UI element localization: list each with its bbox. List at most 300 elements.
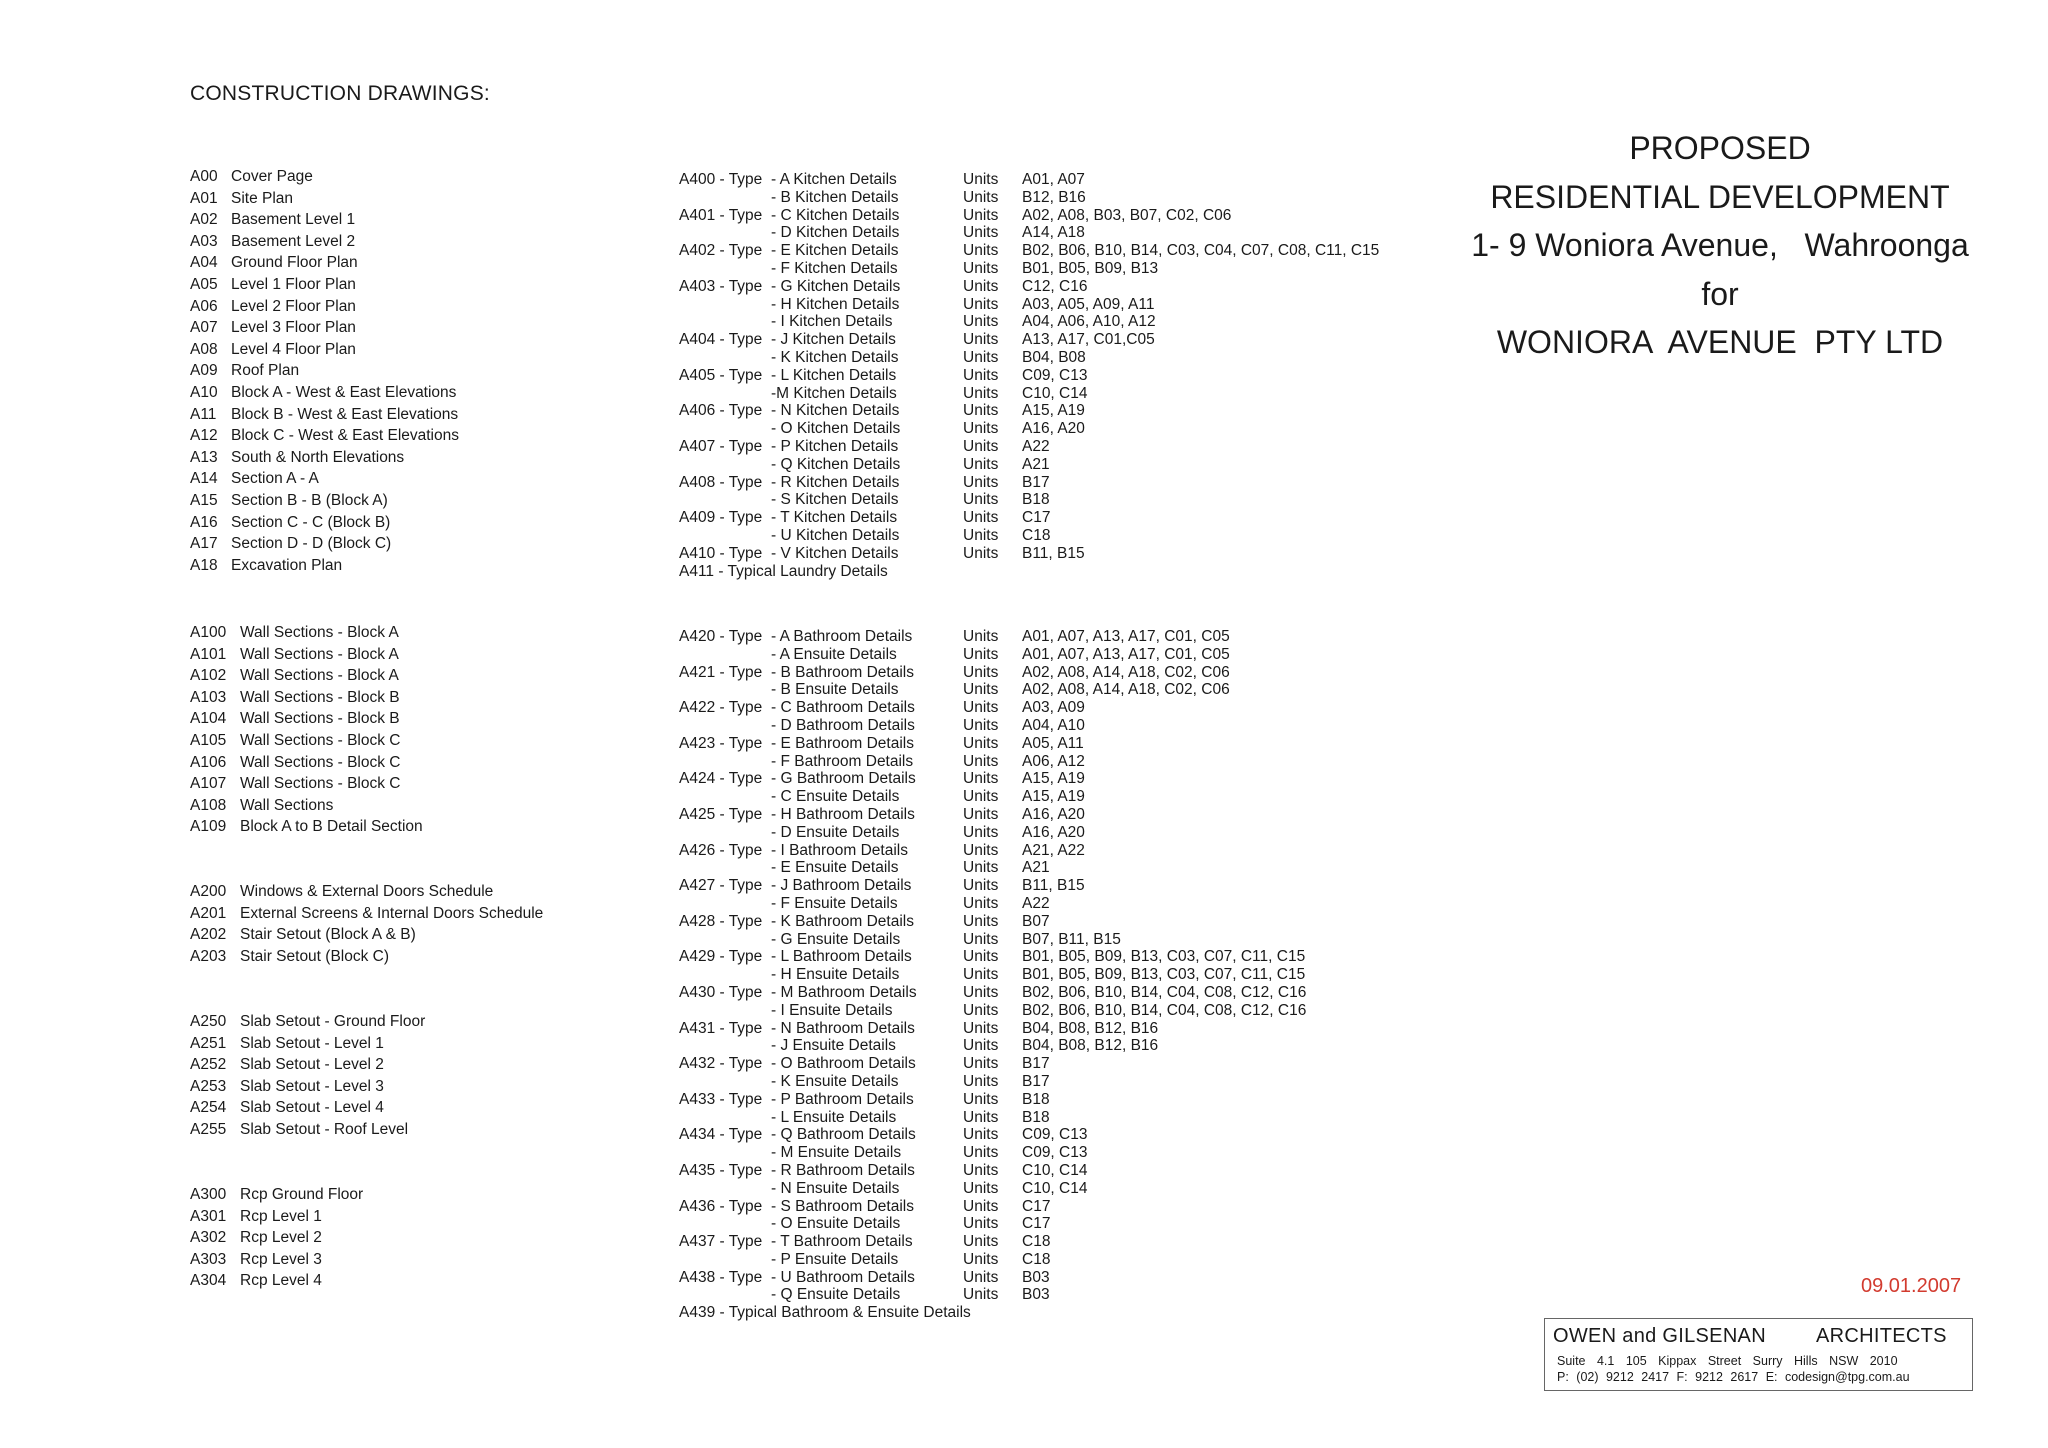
schedule-unit-list: C18 bbox=[1022, 1250, 1051, 1268]
schedule-item: - M Bathroom Details bbox=[771, 983, 917, 1001]
schedule-units-label: Units bbox=[963, 966, 999, 984]
schedule-drawing-code: A428 - Type bbox=[679, 912, 763, 930]
schedule-item: - E Kitchen Details bbox=[771, 242, 899, 260]
schedule-item: - I Kitchen Details bbox=[771, 313, 893, 331]
drawing-title: South & North Elevations bbox=[231, 448, 405, 466]
schedule-item: - U Kitchen Details bbox=[771, 526, 900, 544]
schedule-units-label: Units bbox=[963, 841, 999, 859]
schedule-item: - Q Kitchen Details bbox=[771, 455, 901, 473]
schedule-item: - I Ensuite Details bbox=[771, 1001, 893, 1019]
schedule-drawing-code: A434 - Type bbox=[679, 1126, 763, 1144]
drawing-code: A303 bbox=[190, 1250, 227, 1268]
schedule-drawing-code: A432 - Type bbox=[679, 1055, 763, 1073]
drawing-title: Windows & External Doors Schedule bbox=[240, 883, 494, 900]
schedule-item: - Q Ensuite Details bbox=[771, 1286, 901, 1304]
schedule-drawing-code: A437 - Type bbox=[679, 1233, 763, 1251]
drawing-code: A304 bbox=[190, 1272, 227, 1290]
drawing-code: A12 bbox=[190, 427, 218, 445]
schedule-item: - N Kitchen Details bbox=[771, 402, 900, 420]
schedule-unit-list: A02, A08, A14, A18, C02, C06 bbox=[1022, 681, 1230, 699]
drawing-code: A301 bbox=[190, 1207, 227, 1225]
schedule-unit-list: B12, B16 bbox=[1022, 188, 1086, 206]
schedule-drawing-code: A409 - Type bbox=[679, 509, 763, 527]
schedule-drawing-code: A407 - Type bbox=[679, 437, 763, 455]
schedule-units-label: Units bbox=[963, 1179, 999, 1197]
drawing-title: Rcp Level 4 bbox=[240, 1272, 322, 1290]
schedule-units-label: Units bbox=[963, 681, 999, 699]
drawing-list-item bbox=[190, 1206, 363, 1228]
schedule-units-label: Units bbox=[963, 188, 999, 206]
drawing-list-item bbox=[190, 209, 459, 231]
drawing-code: A203 bbox=[190, 947, 227, 965]
schedule-unit-list: A01, A07, A13, A17, C01, C05 bbox=[1022, 628, 1230, 645]
schedule-item: - U Bathroom Details bbox=[771, 1268, 915, 1286]
schedule-item: - M Ensuite Details bbox=[771, 1144, 902, 1162]
drawing-list-item bbox=[190, 382, 459, 404]
schedule-unit-list: A15, A19 bbox=[1022, 770, 1085, 788]
drawing-code: A01 bbox=[190, 189, 218, 207]
drawing-list-item bbox=[190, 231, 459, 253]
drawing-list-item bbox=[190, 1270, 363, 1292]
schedule-unit-list: C09, C13 bbox=[1022, 366, 1088, 384]
schedule-unit-list: C12, C16 bbox=[1022, 277, 1088, 295]
drawing-list-item bbox=[190, 795, 423, 817]
schedule-unit-list: A21 bbox=[1022, 859, 1050, 877]
schedule-item: - D Ensuite Details bbox=[771, 823, 900, 841]
schedule-units-label: Units bbox=[963, 544, 999, 562]
schedule-item: - G Ensuite Details bbox=[771, 930, 901, 948]
schedule-item: - F Bathroom Details bbox=[771, 752, 914, 770]
drawing-code: A108 bbox=[190, 796, 227, 814]
schedule-unit-list: B01, B05, B09, B13 bbox=[1022, 259, 1159, 277]
drawing-list-item bbox=[190, 447, 459, 469]
schedule-item: - G Bathroom Details bbox=[771, 770, 916, 788]
schedule-unit-list: A06, A12 bbox=[1022, 752, 1085, 770]
schedule-unit-list: B17 bbox=[1022, 1072, 1050, 1090]
schedule-unit-list: A14, A18 bbox=[1022, 224, 1085, 242]
drawing-title: Block A - West & East Elevations bbox=[231, 383, 457, 401]
schedule-unit-list: A03, A09 bbox=[1022, 699, 1085, 717]
schedule-item: - T Kitchen Details bbox=[771, 509, 898, 527]
drawing-list-item bbox=[190, 252, 459, 274]
schedule-units-label: Units bbox=[963, 295, 999, 313]
schedule-unit-list: C09, C13 bbox=[1022, 1126, 1088, 1144]
schedule-item: - R Bathroom Details bbox=[771, 1161, 915, 1179]
schedule-item: - H Ensuite Details bbox=[771, 966, 900, 984]
drawing-title: Site Plan bbox=[231, 189, 294, 207]
drawing-title: Rcp Ground Floor bbox=[240, 1186, 364, 1203]
schedule-units-label: Units bbox=[963, 1215, 999, 1233]
drawing-title: Ground Floor Plan bbox=[231, 254, 358, 272]
drawing-title: Block C - West & East Elevations bbox=[231, 427, 459, 445]
schedule-item: - K Ensuite Details bbox=[771, 1072, 899, 1090]
schedule-unit-list: C10, C14 bbox=[1022, 384, 1088, 402]
schedule-units-label: Units bbox=[963, 752, 999, 770]
schedule-item: - H Bathroom Details bbox=[771, 805, 915, 823]
schedule-units-label: Units bbox=[963, 171, 999, 188]
schedule-units-label: Units bbox=[963, 1072, 999, 1090]
schedule-unit-list: A01, A07, A13, A17, C01, C05 bbox=[1022, 645, 1230, 663]
schedule-units-label: Units bbox=[963, 402, 999, 420]
drawing-list-item bbox=[190, 773, 423, 795]
drawing-list-item bbox=[190, 687, 423, 709]
drawing-list-item bbox=[190, 512, 459, 534]
drawing-list-item bbox=[190, 533, 459, 555]
drawing-code: A02 bbox=[190, 211, 218, 229]
schedule-unit-list: A15, A19 bbox=[1022, 402, 1085, 420]
schedule-units-label: Units bbox=[963, 734, 999, 752]
drawing-code: A109 bbox=[190, 818, 227, 836]
drawing-list-item bbox=[190, 468, 459, 490]
schedule-item: - A Kitchen Details bbox=[771, 171, 897, 188]
schedule-unit-list: C18 bbox=[1022, 526, 1051, 544]
schedule-drawing-code: A430 - Type bbox=[679, 983, 763, 1001]
schedule-drawing-code: A427 - Type bbox=[679, 877, 763, 895]
schedule-unit-list: B07 bbox=[1022, 912, 1050, 930]
schedule-units-label: Units bbox=[963, 509, 999, 527]
schedule-item: - K Bathroom Details bbox=[771, 912, 914, 930]
architect-firm: OWEN and GILSENAN bbox=[1553, 1325, 1766, 1347]
schedule-units-label: Units bbox=[963, 206, 999, 224]
architect-stamp bbox=[1544, 1318, 1973, 1391]
schedule-unit-list: C10, C14 bbox=[1022, 1161, 1088, 1179]
drawing-code: A16 bbox=[190, 513, 218, 531]
schedule-unit-list: A05, A11 bbox=[1022, 734, 1084, 752]
schedule-units-label: Units bbox=[963, 331, 999, 349]
schedule-units-label: Units bbox=[963, 716, 999, 734]
schedule-item: - V Kitchen Details bbox=[771, 544, 899, 562]
schedule-unit-list: B17 bbox=[1022, 473, 1050, 491]
schedule-units-label: Units bbox=[963, 455, 999, 473]
schedule-unit-list: B11, B15 bbox=[1022, 877, 1085, 895]
schedule-units-label: Units bbox=[963, 1161, 999, 1179]
drawing-code: A08 bbox=[190, 340, 218, 358]
drawing-list-item bbox=[190, 360, 459, 382]
project-for: for bbox=[1701, 275, 1739, 312]
drawing-title: Block B - West & East Elevations bbox=[231, 405, 459, 423]
schedule-units-label: Units bbox=[963, 1197, 999, 1215]
schedule-item: - E Ensuite Details bbox=[771, 859, 899, 877]
schedule-item: - C Ensuite Details bbox=[771, 788, 900, 806]
drawing-list-item bbox=[190, 1097, 425, 1119]
schedule-item: - D Kitchen Details bbox=[771, 224, 900, 242]
schedule-units-label: Units bbox=[963, 983, 999, 1001]
drawing-title: Excavation Plan bbox=[231, 556, 343, 574]
drawing-title: Wall Sections bbox=[240, 796, 334, 814]
drawing-code: A101 bbox=[190, 645, 227, 663]
drawing-list-group-4 bbox=[190, 1011, 425, 1141]
drawing-title: Wall Sections - Block A bbox=[240, 645, 399, 663]
schedule-item: - G Kitchen Details bbox=[771, 277, 901, 295]
schedule-drawing-code: A433 - Type bbox=[679, 1090, 763, 1108]
schedule-unit-list: A15, A19 bbox=[1022, 788, 1085, 806]
drawing-list-item bbox=[190, 665, 423, 687]
drawing-list-item bbox=[190, 1054, 425, 1076]
drawing-list-item bbox=[190, 1227, 363, 1249]
drawing-list-item bbox=[190, 730, 423, 752]
schedule-units-label: Units bbox=[963, 930, 999, 948]
drawing-code: A300 bbox=[190, 1186, 227, 1203]
drawing-code: A250 bbox=[190, 1013, 227, 1030]
drawing-list-item bbox=[190, 188, 459, 210]
schedule-item: - P Ensuite Details bbox=[771, 1250, 899, 1268]
drawing-list-item bbox=[190, 1119, 425, 1141]
schedule-units-label: Units bbox=[963, 1144, 999, 1162]
schedule-drawing-code: A401 - Type bbox=[679, 206, 763, 224]
drawing-code: A201 bbox=[190, 904, 227, 922]
schedule-units-label: Units bbox=[963, 259, 999, 277]
drawing-title: Section D - D (Block C) bbox=[231, 535, 392, 553]
drawing-code: A102 bbox=[190, 667, 227, 685]
schedule-units-label: Units bbox=[963, 805, 999, 823]
drawing-title: Slab Setout - Level 3 bbox=[240, 1077, 384, 1095]
issue-date: 09.01.2007 bbox=[1861, 1275, 1962, 1297]
drawing-title: Cover Page bbox=[231, 168, 313, 185]
schedule-item: - N Ensuite Details bbox=[771, 1179, 900, 1197]
schedule-drawing-code: A422 - Type bbox=[679, 699, 763, 717]
schedule-units-label: Units bbox=[963, 894, 999, 912]
schedule-drawing-code: A436 - Type bbox=[679, 1197, 763, 1215]
schedule-drawing-code: A404 - Type bbox=[679, 331, 763, 349]
drawing-list-item bbox=[190, 881, 543, 903]
schedule-unit-list: B18 bbox=[1022, 491, 1050, 509]
schedule-units-label: Units bbox=[963, 663, 999, 681]
drawing-code: A04 bbox=[190, 254, 218, 272]
drawing-list-item bbox=[190, 296, 459, 318]
schedule-units-label: Units bbox=[963, 366, 999, 384]
schedule-units-label: Units bbox=[963, 277, 999, 295]
schedule-item: -M Kitchen Details bbox=[771, 384, 897, 402]
drawing-title: Stair Setout (Block C) bbox=[240, 947, 390, 965]
drawing-list-group-3 bbox=[190, 881, 543, 967]
project-address: 1- 9 Woniora Avenue, Wahroonga bbox=[1471, 227, 1969, 263]
drawing-title: Wall Sections - Block C bbox=[240, 731, 401, 749]
schedule-units-label: Units bbox=[963, 823, 999, 841]
drawing-code: A103 bbox=[190, 688, 227, 706]
schedule-drawing-code: A425 - Type bbox=[679, 805, 763, 823]
architect-address: Suite 4.1 105 Kippax Street Surry Hills NSW 2010 bbox=[1557, 1354, 1898, 1368]
drawing-code: A10 bbox=[190, 383, 218, 401]
schedule-item: - P Kitchen Details bbox=[771, 437, 899, 455]
schedule-unit-list: B03 bbox=[1022, 1268, 1050, 1286]
drawing-list-item bbox=[190, 816, 423, 838]
drawing-list-item bbox=[190, 708, 423, 730]
schedule-unit-list: B17 bbox=[1022, 1055, 1050, 1073]
schedule-units-label: Units bbox=[963, 473, 999, 491]
schedule-units-label: Units bbox=[963, 645, 999, 663]
drawing-title: Block A to B Detail Section bbox=[240, 818, 423, 836]
schedule-item: - O Kitchen Details bbox=[771, 420, 901, 438]
drawing-code: A251 bbox=[190, 1034, 227, 1052]
drawing-code: A255 bbox=[190, 1120, 227, 1138]
schedule-item: - O Ensuite Details bbox=[771, 1215, 901, 1233]
drawing-title: External Screens & Internal Doors Schedule bbox=[240, 904, 544, 922]
drawing-code: A104 bbox=[190, 710, 227, 728]
schedule-units-label: Units bbox=[963, 859, 999, 877]
schedule-drawing-code: A406 - Type bbox=[679, 402, 763, 420]
drawing-title: Rcp Level 1 bbox=[240, 1207, 322, 1225]
drawing-list-item bbox=[190, 555, 459, 577]
schedule-item: - B Kitchen Details bbox=[771, 188, 899, 206]
architect-role: ARCHITECTS bbox=[1816, 1325, 1947, 1347]
schedule-item: - Q Bathroom Details bbox=[771, 1126, 916, 1144]
schedule-units-label: Units bbox=[963, 1126, 999, 1144]
drawing-code: A07 bbox=[190, 319, 218, 337]
schedule-drawing-code: A439 - Typical Bathroom & Ensuite Details bbox=[679, 1304, 971, 1322]
drawing-list-group-1 bbox=[190, 166, 459, 576]
drawing-title: Wall Sections - Block A bbox=[240, 667, 399, 685]
schedule-unit-list: A01, A07 bbox=[1022, 171, 1085, 188]
drawing-title: Wall Sections - Block B bbox=[240, 710, 400, 728]
drawing-title: Section B - B (Block A) bbox=[231, 491, 388, 509]
schedule-units-label: Units bbox=[963, 384, 999, 402]
schedule-item: - L Ensuite Details bbox=[771, 1108, 897, 1126]
schedule-item: - F Ensuite Details bbox=[771, 894, 898, 912]
schedule-unit-list: A16, A20 bbox=[1022, 805, 1085, 823]
schedule-item: - K Kitchen Details bbox=[771, 348, 899, 366]
schedule-unit-list: A03, A05, A09, A11 bbox=[1022, 295, 1155, 313]
schedule-drawing-code: A431 - Type bbox=[679, 1019, 763, 1037]
schedule-units-label: Units bbox=[963, 224, 999, 242]
schedule-units-label: Units bbox=[963, 788, 999, 806]
schedule-drawing-code: A403 - Type bbox=[679, 277, 763, 295]
schedule-item: - J Bathroom Details bbox=[771, 877, 912, 895]
project-client: WONIORA AVENUE PTY LTD bbox=[1496, 324, 1944, 360]
schedule-unit-list: A04, A06, A10, A12 bbox=[1022, 313, 1156, 331]
schedule-item: - L Kitchen Details bbox=[771, 366, 897, 384]
drawing-list-item bbox=[190, 1011, 425, 1033]
schedule-unit-list: A16, A20 bbox=[1022, 420, 1085, 438]
drawing-list-item bbox=[190, 924, 543, 946]
project-line-1: PROPOSED bbox=[1629, 130, 1811, 166]
drawing-list-item bbox=[190, 166, 459, 188]
schedule-item: - A Bathroom Details bbox=[771, 628, 913, 645]
schedule-units-label: Units bbox=[963, 699, 999, 717]
drawing-list-item bbox=[190, 1076, 425, 1098]
drawing-title: Slab Setout - Level 4 bbox=[240, 1099, 384, 1117]
drawing-code: A202 bbox=[190, 926, 227, 944]
drawing-list-item bbox=[190, 752, 423, 774]
schedule-units-label: Units bbox=[963, 437, 999, 455]
drawing-code: A17 bbox=[190, 535, 218, 553]
drawing-code: A09 bbox=[190, 362, 218, 380]
schedule-unit-list: C17 bbox=[1022, 509, 1051, 527]
schedule-unit-list: B04, B08, B12, B16 bbox=[1022, 1019, 1159, 1037]
schedule-unit-list: C10, C14 bbox=[1022, 1179, 1088, 1197]
schedule-drawing-code: A424 - Type bbox=[679, 770, 763, 788]
schedule-units-label: Units bbox=[963, 770, 999, 788]
schedule-item: - D Bathroom Details bbox=[771, 716, 915, 734]
schedule-drawing-code: A405 - Type bbox=[679, 366, 763, 384]
drawing-title: Stair Setout (Block A & B) bbox=[240, 926, 416, 944]
schedule-item: - N Bathroom Details bbox=[771, 1019, 915, 1037]
schedule-units-label: Units bbox=[963, 1001, 999, 1019]
schedule-item: - S Kitchen Details bbox=[771, 491, 899, 509]
drawing-title: Rcp Level 2 bbox=[240, 1229, 322, 1247]
schedule-item: - J Kitchen Details bbox=[771, 331, 896, 349]
drawing-code: A14 bbox=[190, 470, 218, 488]
drawing-list-item bbox=[190, 490, 459, 512]
schedule-unit-list: A02, A08, A14, A18, C02, C06 bbox=[1022, 663, 1230, 681]
schedule-drawing-code: A429 - Type bbox=[679, 948, 763, 966]
drawing-code: A100 bbox=[190, 624, 227, 641]
schedule-unit-list: C18 bbox=[1022, 1233, 1051, 1251]
drawing-code: A18 bbox=[190, 556, 218, 574]
schedule-item: - O Bathroom Details bbox=[771, 1055, 916, 1073]
drawing-code: A105 bbox=[190, 731, 227, 749]
schedule-unit-list: A21 bbox=[1022, 455, 1050, 473]
schedule-drawing-code: A423 - Type bbox=[679, 734, 763, 752]
schedule-unit-list: A22 bbox=[1022, 437, 1050, 455]
drawing-list-item bbox=[190, 946, 543, 968]
schedule-units-label: Units bbox=[963, 628, 999, 645]
schedule-item: - T Bathroom Details bbox=[771, 1233, 913, 1251]
schedule-item: - J Ensuite Details bbox=[771, 1037, 896, 1055]
drawing-title: Roof Plan bbox=[231, 362, 300, 380]
schedule-unit-list: B07, B11, B15 bbox=[1022, 930, 1121, 948]
drawing-code: A106 bbox=[190, 753, 227, 771]
schedule-units-label: Units bbox=[963, 1286, 999, 1304]
schedule-unit-list: B04, B08 bbox=[1022, 348, 1086, 366]
schedule-item: - E Bathroom Details bbox=[771, 734, 914, 752]
schedule-item: - C Kitchen Details bbox=[771, 206, 900, 224]
schedule-units-label: Units bbox=[963, 1019, 999, 1037]
schedule-units-label: Units bbox=[963, 491, 999, 509]
schedule-drawing-code: A435 - Type bbox=[679, 1161, 763, 1179]
schedule-unit-list: B02, B06, B10, B14, C03, C04, C07, C08, C11, C15 bbox=[1022, 242, 1380, 260]
drawing-title: Wall Sections - Block A bbox=[240, 624, 399, 641]
schedule-unit-list: A02, A08, B03, B07, C02, C06 bbox=[1022, 206, 1232, 224]
drawing-code: A06 bbox=[190, 297, 218, 315]
drawing-code: A253 bbox=[190, 1077, 227, 1095]
drawing-title: Level 1 Floor Plan bbox=[231, 275, 356, 293]
drawing-title: Level 3 Floor Plan bbox=[231, 319, 356, 337]
schedule-drawing-code: A410 - Type bbox=[679, 544, 763, 562]
drawing-title: Wall Sections - Block C bbox=[240, 775, 401, 793]
schedule-unit-list: B02, B06, B10, B14, C04, C08, C12, C16 bbox=[1022, 1001, 1307, 1019]
schedule-item: - R Kitchen Details bbox=[771, 473, 900, 491]
schedule-item: - S Bathroom Details bbox=[771, 1197, 914, 1215]
drawing-title: Section C - C (Block B) bbox=[231, 513, 391, 531]
schedule-units-label: Units bbox=[963, 313, 999, 331]
drawing-title: Slab Setout - Ground Floor bbox=[240, 1013, 426, 1030]
schedule-unit-list: A04, A10 bbox=[1022, 716, 1085, 734]
schedule-units-label: Units bbox=[963, 1268, 999, 1286]
schedule-unit-list: B11, B15 bbox=[1022, 544, 1085, 562]
schedule-item: - F Kitchen Details bbox=[771, 259, 898, 277]
drawing-title: Level 2 Floor Plan bbox=[231, 297, 356, 315]
drawing-title: Slab Setout - Level 1 bbox=[240, 1034, 384, 1052]
schedule-drawing-code: A421 - Type bbox=[679, 663, 763, 681]
drawing-list-group-2 bbox=[190, 622, 423, 838]
drawing-code: A00 bbox=[190, 168, 218, 185]
project-line-2: RESIDENTIAL DEVELOPMENT bbox=[1490, 178, 1950, 215]
drawing-code: A05 bbox=[190, 275, 218, 293]
schedule-item: - A Ensuite Details bbox=[771, 645, 897, 663]
drawing-title: Wall Sections - Block B bbox=[240, 688, 400, 706]
drawing-code: A107 bbox=[190, 775, 227, 793]
schedule-units-label: Units bbox=[963, 420, 999, 438]
schedule-units-label: Units bbox=[963, 348, 999, 366]
drawing-list-group-5 bbox=[190, 1184, 363, 1292]
schedule-item: - C Bathroom Details bbox=[771, 699, 915, 717]
drawing-list-item bbox=[190, 644, 423, 666]
schedule-units-label: Units bbox=[963, 912, 999, 930]
schedule-unit-list: B02, B06, B10, B14, C04, C08, C12, C16 bbox=[1022, 983, 1307, 1001]
project-title-block bbox=[1440, 124, 2000, 367]
drawing-title: Slab Setout - Roof Level bbox=[240, 1120, 409, 1138]
drawing-list-item bbox=[190, 1249, 363, 1271]
